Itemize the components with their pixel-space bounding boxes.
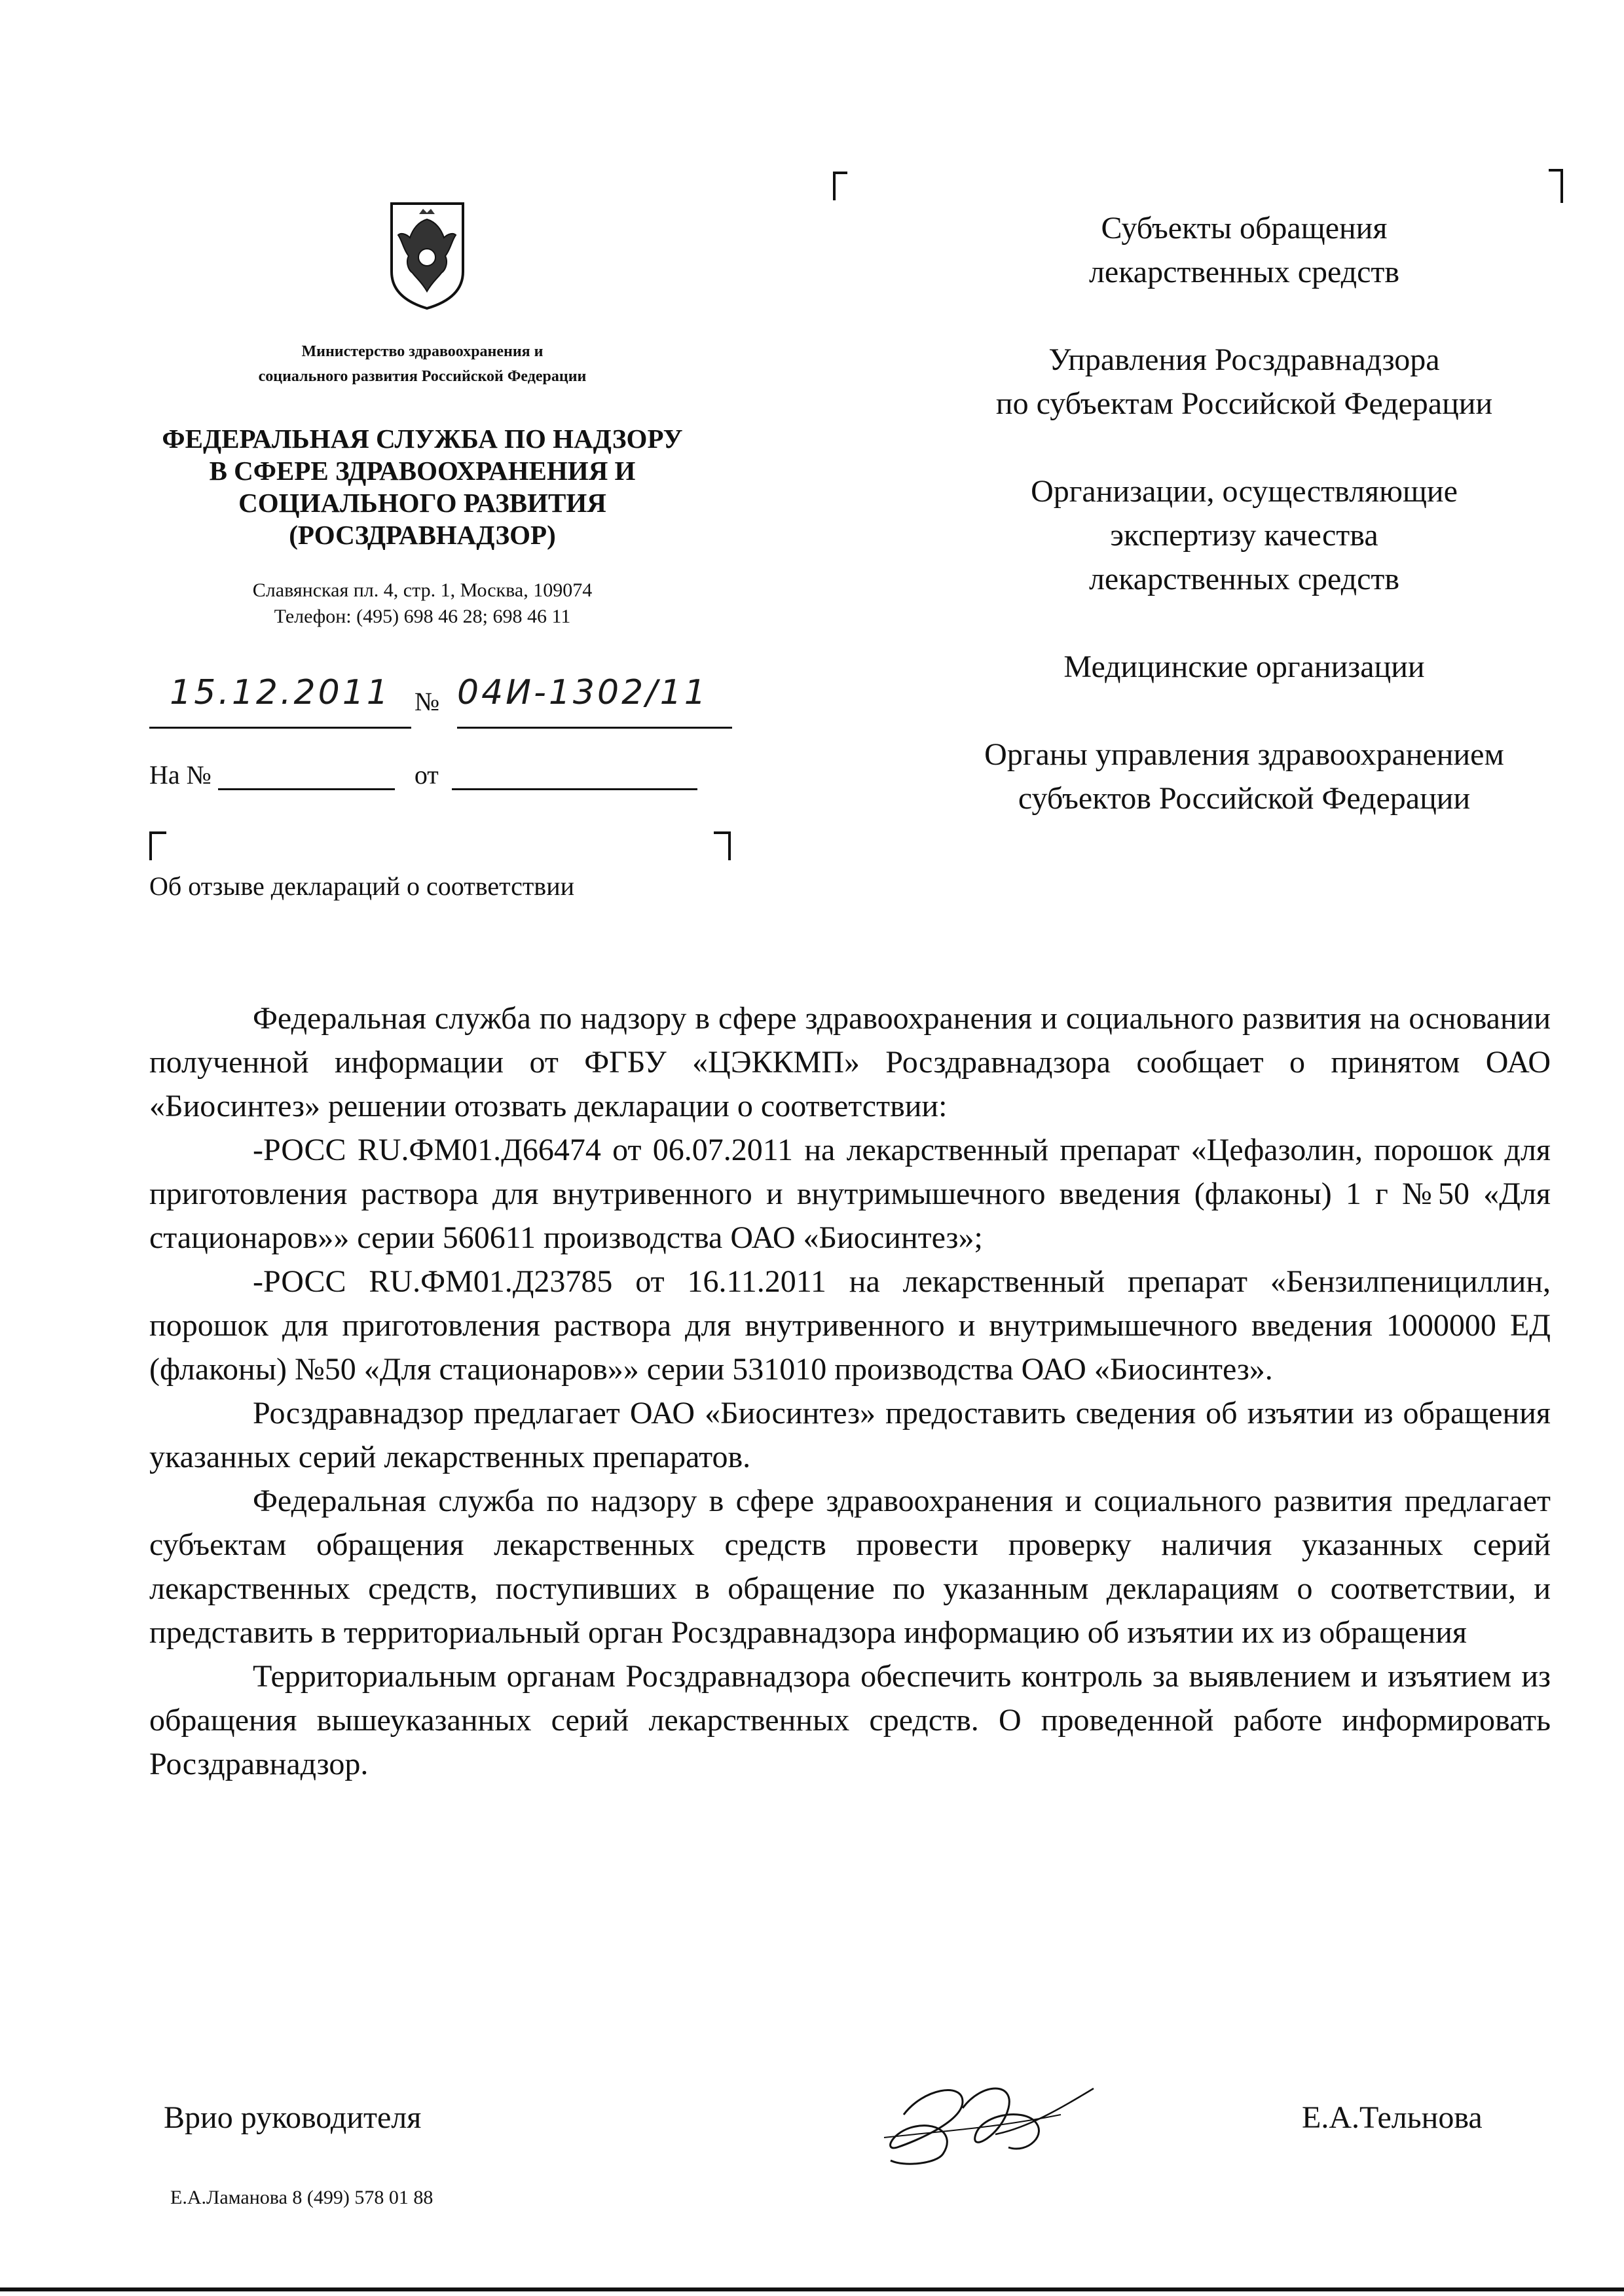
- body-paragraph: Территориальным органам Росздравнадзора обеспечить контроль за выявлением и изъятием из обращения вышеуказанных серий лекарственных средств. О проведенной работе информировать Росздравнадзор.: [149, 1659, 1551, 1781]
- page-bottom-rule: [0, 2287, 1624, 2291]
- registration-line: [149, 673, 739, 732]
- registration-number: 04И-1302/11: [457, 673, 732, 729]
- recipient-bracket-right: [1549, 169, 1563, 203]
- agency-line: СОЦИАЛЬНОГО РАЗВИТИЯ: [238, 488, 606, 518]
- recipient-group: [891, 338, 1598, 426]
- letter-body: [149, 996, 1551, 1786]
- recipient-group: [891, 206, 1598, 294]
- ministry-line: социального развития Российской Федерации: [258, 368, 587, 385]
- coat-of-arms-icon: [386, 200, 468, 311]
- reference-line: [149, 759, 739, 790]
- recipient-line: лекарственных средств: [1088, 255, 1400, 289]
- registration-number-label: №: [415, 687, 440, 716]
- recipient-line: Органы управления здравоохранением: [984, 737, 1504, 772]
- letter-subject: Об отзыве деклараций о соответствии: [149, 871, 575, 901]
- reference-from-label: от: [414, 760, 439, 790]
- agency-line: (РОСЗДРАВНАДЗОР): [289, 520, 556, 550]
- reference-date-blank: [452, 762, 697, 790]
- body-paragraph: -РОСС RU.ФМ01.Д66474 от 06.07.2011 на лекарственный препарат «Цефазолин, порошок для приготовления раствора для внутривенного и внутримышечного введения (флаконы) 1 г №50 «Для стационаров»» серии 560611 производства ОАО «Биосинтез»;: [149, 1133, 1551, 1255]
- recipient-line: экспертизу качества: [1110, 518, 1378, 553]
- subject-bracket-left: [149, 831, 166, 860]
- agency-address: [118, 577, 727, 630]
- ministry-name: [118, 339, 727, 389]
- handwritten-signature: [864, 2069, 1113, 2174]
- executor-contact: Е.А.Ламанова 8 (499) 578 01 88: [170, 2187, 434, 2208]
- reference-label: На №: [149, 760, 212, 790]
- recipients-block: [891, 206, 1598, 864]
- signatory-name: Е.А.Тельнова: [1302, 2100, 1483, 2135]
- recipient-line: субъектов Российской Федерации: [1018, 781, 1471, 816]
- body-paragraph: -РОСС RU.ФМ01.Д23785 от 16.11.2011 на лекарственный препарат «Бензилпенициллин, порошок для приготовления раствора для внутривенного и внутримышечного введения 1000000 ЕД (флаконы) №50 «Для стационаров»» серии 531010 производства ОАО «Биосинтез».: [149, 1264, 1551, 1387]
- agency-line: В СФЕРЕ ЗДРАВООХРАНЕНИЯ И: [209, 456, 636, 486]
- recipient-line: Организации, осуществляющие: [1031, 474, 1458, 509]
- recipient-line: лекарственных средств: [1088, 562, 1400, 596]
- agency-line: ФЕДЕРАЛЬНАЯ СЛУЖБА ПО НАДЗОРУ: [162, 424, 683, 454]
- body-paragraph: Росздравнадзор предлагает ОАО «Биосинтез» предоставить сведения об изъятии из обращения указанных серий лекарственных препаратов.: [149, 1396, 1551, 1474]
- signatory-title: Врио руководителя: [164, 2100, 422, 2135]
- body-paragraph: Федеральная служба по надзору в сфере здравоохранения и социального развития на основании полученной информации от ФГБУ «ЦЭККМП» Росздравнадзора сообщает о принятом ОАО «Биосинтез» решении отозвать декларации о соответствии:: [149, 1001, 1551, 1123]
- address-line: Славянская пл. 4, стр. 1, Москва, 109074: [252, 579, 593, 601]
- recipient-group: [891, 645, 1598, 689]
- reference-number-blank: [218, 762, 395, 790]
- body-paragraph: Федеральная служба по надзору в сфере здравоохранения и социального развития предлагает субъектам обращения лекарственных средств провести проверку наличия указанных серий лекарственных средств, поступивших в обращение по указанным декларациям о соответствии, и представить в территориальный орган Росздравнадзора информацию об изъятии их из обращения: [149, 1484, 1551, 1650]
- recipient-group: [891, 469, 1598, 601]
- address-line: Телефон: (495) 698 46 28; 698 46 11: [274, 606, 571, 627]
- recipient-bracket-left: [833, 172, 847, 200]
- recipient-line: по субъектам Российской Федерации: [995, 386, 1493, 421]
- agency-name: [118, 423, 727, 551]
- subject-bracket-right: [714, 831, 731, 860]
- recipient-line: Управления Росздравнадзора: [1048, 342, 1440, 377]
- registration-date: 15.12.2011: [149, 673, 411, 729]
- ministry-line: Министерство здравоохранения и: [301, 343, 544, 360]
- recipient-line: Медицинские организации: [1063, 649, 1425, 684]
- recipient-group: [891, 733, 1598, 820]
- recipient-line: Субъекты обращения: [1101, 211, 1388, 246]
